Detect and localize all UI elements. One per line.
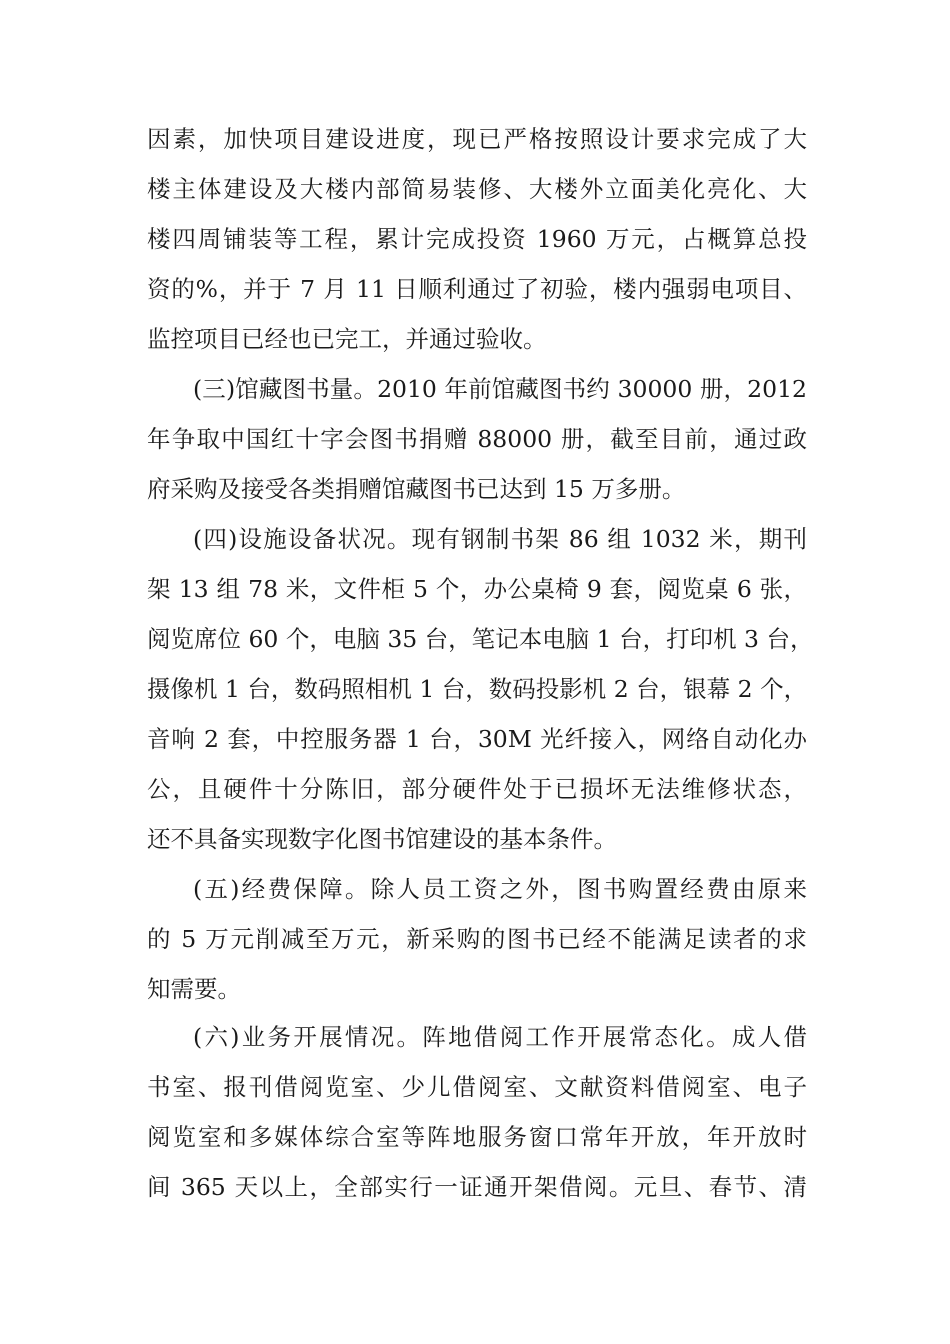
text-line: 书室、报刊借阅览室、少儿借阅室、文献资料借阅室、电子: [147, 1073, 807, 1101]
text-line: 因素，加快项目建设进度，现已严格按照设计要求完成了大: [147, 125, 807, 153]
paragraph-heading-line: (四)设施设备状况。现有钢制书架 86 组 1032 米，期刊: [193, 525, 807, 553]
text-line: 楼四周铺装等工程，累计完成投资 1960 万元，占概算总投: [147, 225, 807, 253]
text-line: 的 5 万元削减至万元，新采购的图书已经不能满足读者的求: [147, 925, 807, 953]
text-line: 监控项目已经也已完工，并通过验收。: [147, 325, 547, 353]
paragraph-heading-line: (六)业务开展情况。阵地借阅工作开展常态化。成人借: [193, 1023, 807, 1051]
text-line: 还不具备实现数字化图书馆建设的基本条件。: [147, 825, 617, 853]
text-line: 架 13 组 78 米，文件柜 5 个，办公桌椅 9 套，阅览桌 6 张，: [147, 575, 807, 603]
paragraph-heading-line: (三)馆藏图书量。2010 年前馆藏图书约 30000 册，2012: [193, 375, 807, 403]
text-line: 资的%，并于 7 月 11 日顺利通过了初验，楼内强弱电项目、: [147, 275, 807, 303]
text-line: 阅览室和多媒体综合室等阵地服务窗口常年开放，年开放时: [147, 1123, 807, 1151]
paragraph-heading-line: (五)经费保障。除人员工资之外，图书购置经费由原来: [193, 875, 807, 903]
text-line: 楼主体建设及大楼内部简易装修、大楼外立面美化亮化、大: [147, 175, 807, 203]
text-line: 摄像机 1 台，数码照相机 1 台，数码投影机 2 台，银幕 2 个，: [147, 675, 808, 703]
text-line: 年争取中国红十字会图书捐赠 88000 册，截至目前，通过政: [147, 425, 807, 453]
text-line: 间 365 天以上，全部实行一证通开架借阅。元旦、春节、清: [147, 1173, 807, 1201]
text-line: 音响 2 套，中控服务器 1 台，30M 光纤接入，网络自动化办: [147, 725, 807, 753]
text-line: 府采购及接受各类捐赠馆藏图书已达到 15 万多册。: [147, 475, 686, 503]
text-line: 知需要。: [147, 975, 241, 1003]
text-line: 公，且硬件十分陈旧，部分硬件处于已损坏无法维修状态，: [147, 775, 807, 803]
text-line: 阅览席位 60 个，电脑 35 台，笔记本电脑 1 台，打印机 3 台，: [147, 625, 814, 653]
